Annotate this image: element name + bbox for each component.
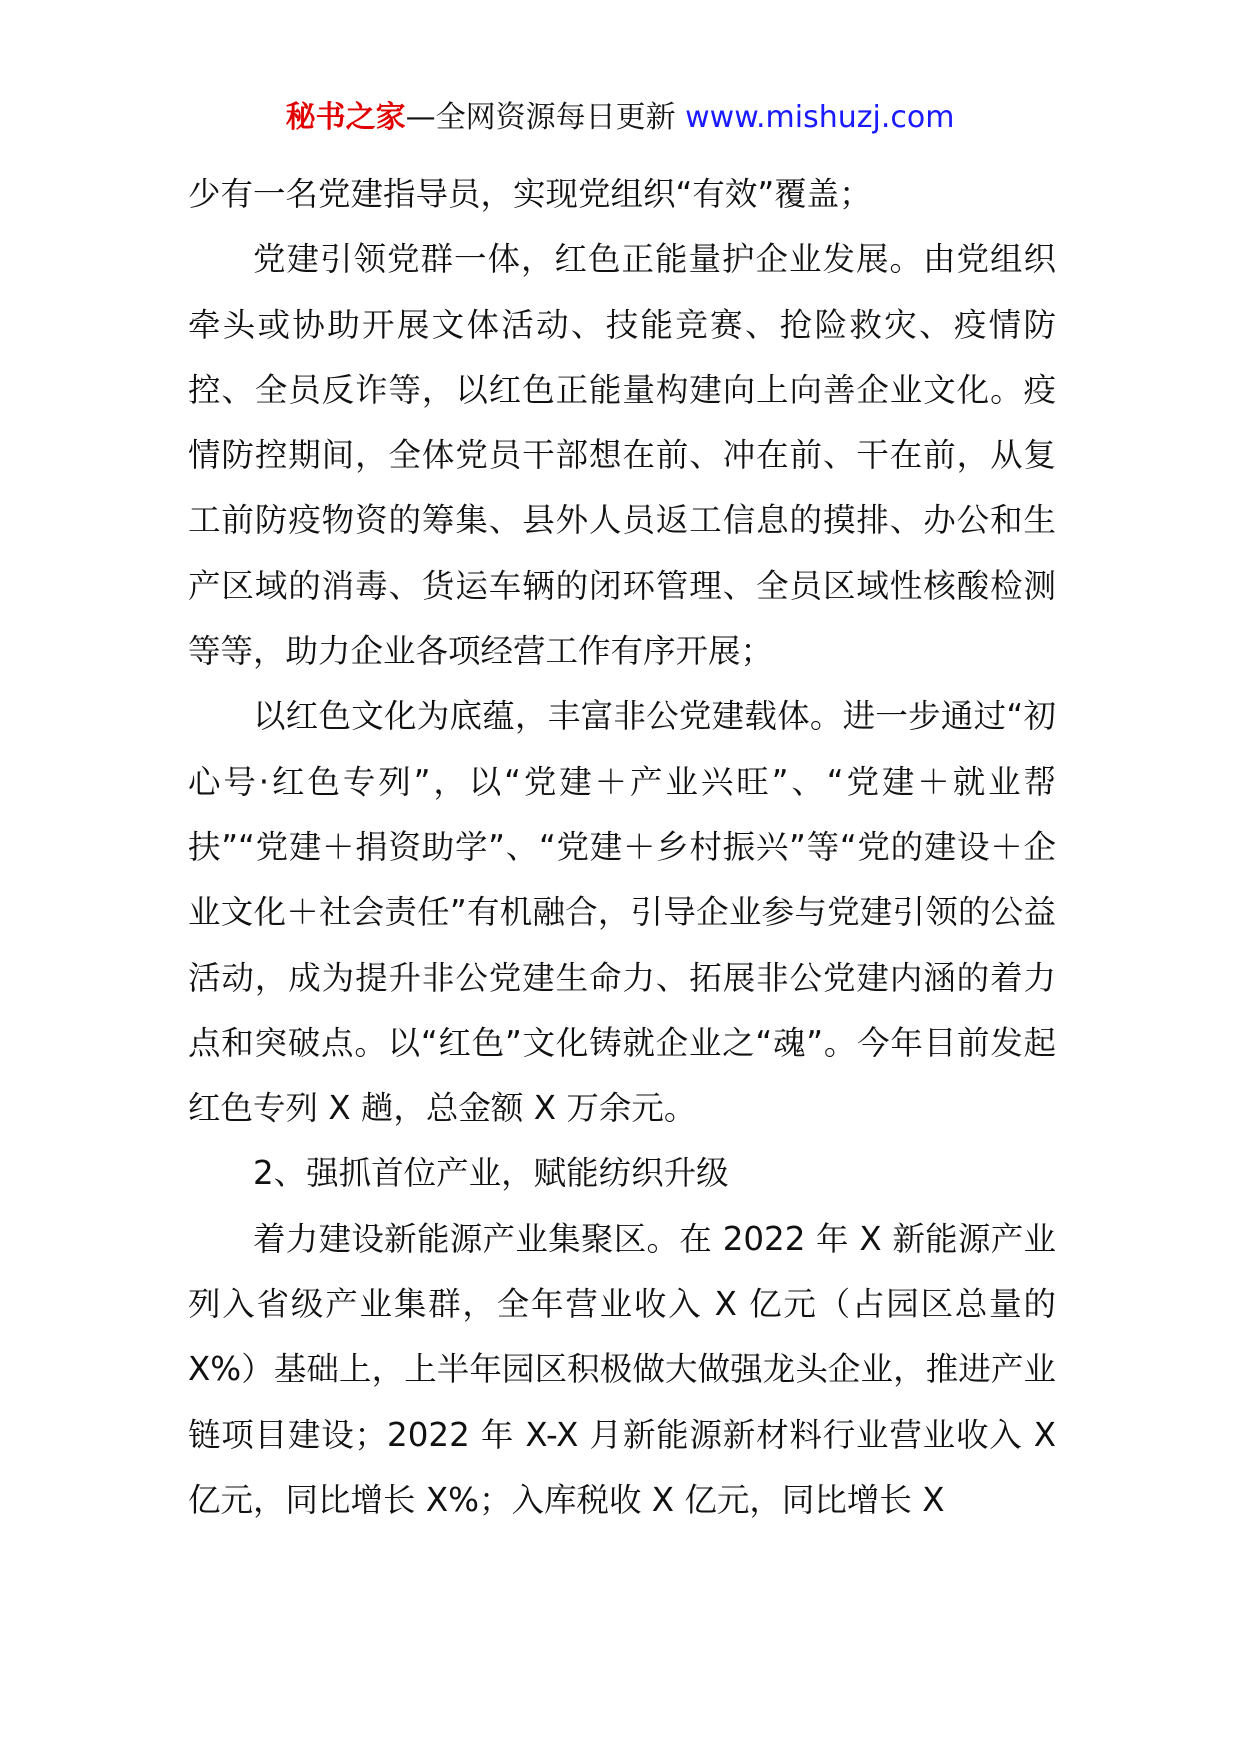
paragraph-continuation: 少有一名党建指导员，实现党组织“有效”覆盖； bbox=[188, 175, 872, 213]
watermark-header bbox=[0, 98, 1240, 138]
header-tagline: —全网资源每日更新 bbox=[405, 100, 686, 135]
paragraph-party-mass-integration: 党建引领党群一体，红色正能量护企业发展。由党组织牵头或协助开展文体活动、技能竞赛、抢险救灾、疫情防控、全员反诈等，以红色正能量构建向上向善企业文化。疫情防控期间，全体党员干部想在前、冲在前、干在前，从复工前防疫物资的筹集、县外人员返工信息的摸排、办公和生产区域的消毒、货运车辆的闭环管理、全员区域性核酸检测等等，助力企业各项经营工作有序开展； bbox=[188, 240, 1056, 671]
section-heading: 2、强抓首位产业，赋能纺织升级 bbox=[253, 1154, 729, 1193]
paragraph-red-culture: 以红色文化为底蕴，丰富非公党建载体。进一步通过“初心号·红色专列”，以“党建＋产业兴旺”、“党建＋就业帮扶”“党建＋捐资助学”、“党建＋乡村振兴”等“党的建设＋企业文化＋社会责任”有机融合，引导企业参与党建引领的公益活动，成为提升非公党建生命力、拓展非公党建内涵的着力点和突破点。以“红色”文化铸就企业之“魂”。今年目前发起红色专列 X 趟，总金额 X 万余元。 bbox=[188, 697, 1056, 1128]
brand-name: 秘书之家 bbox=[285, 100, 406, 135]
website-link[interactable]: www.mishuzj.com bbox=[685, 100, 955, 135]
paragraph-new-energy: 着力建设新能源产业集聚区。在 2022 年 X 新能源产业列入省级产业集群，全年营业收入 X 亿元（占园区总量的 X%）基础上，上半年园区积极做大做强龙头企业，推进产业链项目建设；2022 年 X-X 月新能源新材料行业营业收入 X 亿元，同比增长 X%；入库税收 X 亿元，同比增长 X bbox=[188, 1219, 1056, 1519]
document-body bbox=[188, 162, 1056, 1533]
